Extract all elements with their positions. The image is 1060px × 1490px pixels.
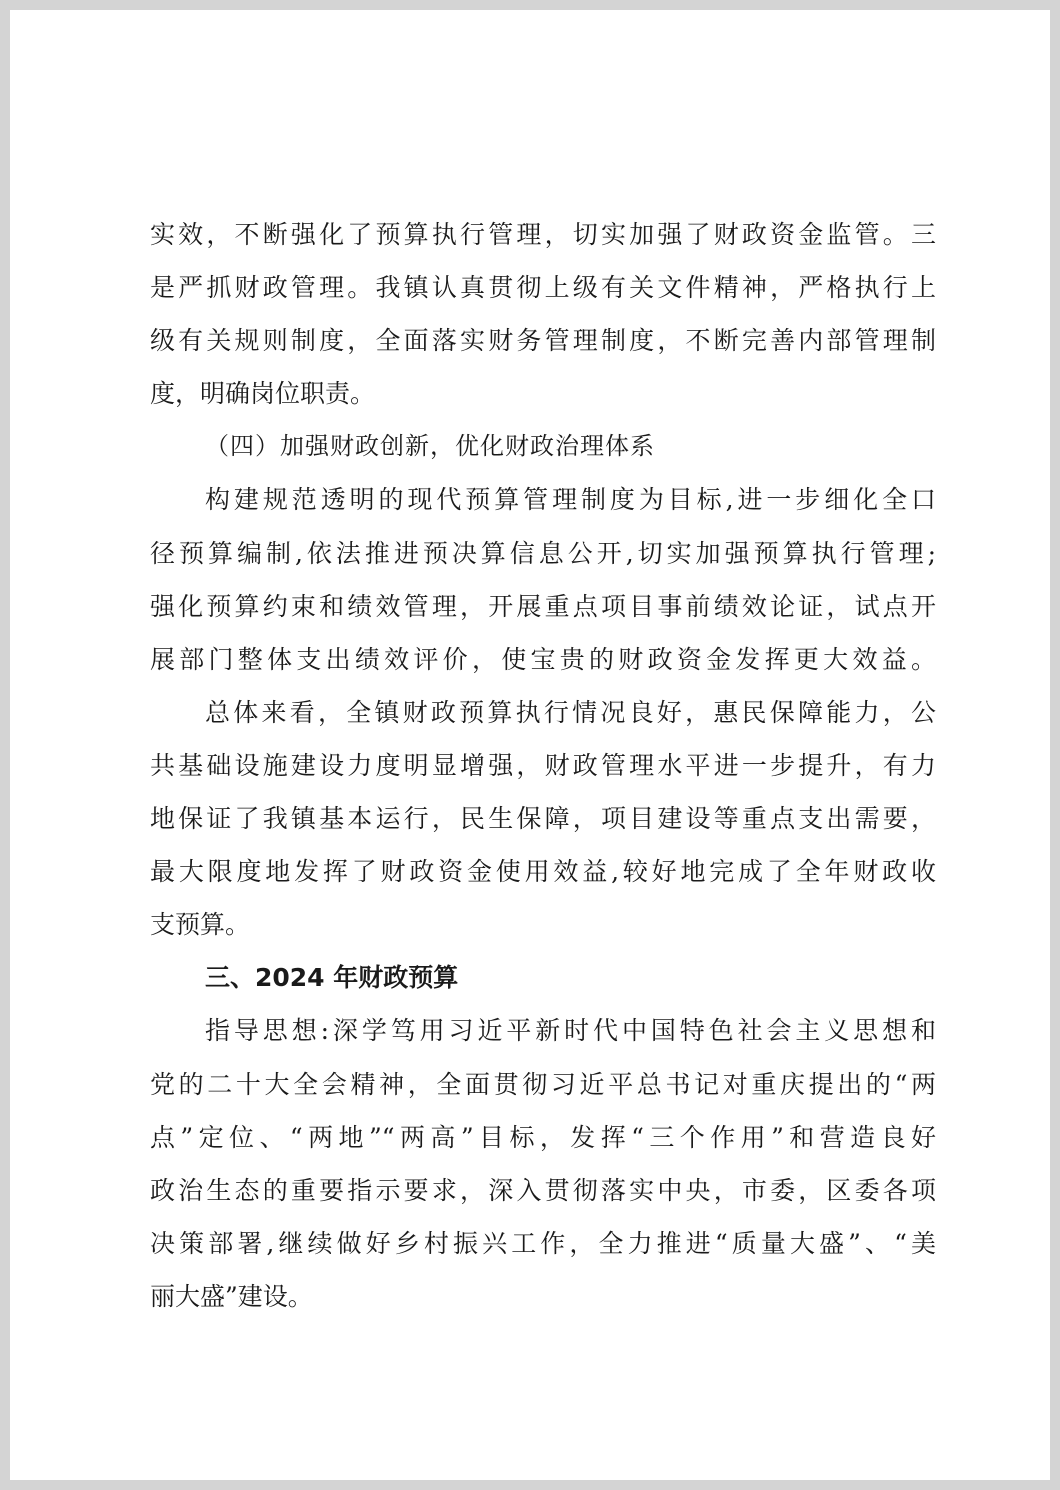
body-line: 共基础设施建设力度明显增强，财政管理水平进一步提升，有力	[150, 750, 936, 780]
body-line: 总体来看，全镇财政预算执行情况良好，惠民保障能力，公	[205, 697, 936, 727]
body-line: 强化预算约束和绩效管理，开展重点项目事前绩效论证，试点开	[150, 591, 936, 621]
body-line: 党的二十大全会精神，全面贯彻习近平总书记对重庆提出的“两	[150, 1069, 936, 1099]
body-line: 是严抓财政管理。我镇认真贯彻上级有关文件精神，严格执行上	[150, 273, 936, 303]
body-line: 级有关规则制度，全面落实财务管理制度，不断完善内部管理制	[150, 326, 936, 356]
body-line: 指导思想:深学笃用习近平新时代中国特色社会主义思想和	[205, 1016, 936, 1046]
document-page	[10, 10, 1050, 1480]
body-line: 径预算编制,依法推进预决算信息公开,切实加强预算执行管理;	[150, 538, 936, 568]
body-line: 决策部署,继续做好乡村振兴工作，全力推进“质量大盛”、“美	[150, 1228, 936, 1258]
section-heading: （四）加强财政创新，优化财政治理体系	[205, 432, 655, 461]
body-line: 地保证了我镇基本运行，民生保障，项目建设等重点支出需要，	[150, 804, 936, 834]
chapter-heading: 三、2024 年财政预算	[205, 963, 459, 993]
body-line: 展部门整体支出绩效评价，使宝贵的财政资金发挥更大效益。	[150, 644, 936, 674]
document-body	[150, 208, 936, 1323]
body-line: 支预算。	[150, 910, 251, 940]
body-line: 政治生态的重要指示要求，深入贯彻落实中央，市委，区委各项	[150, 1175, 936, 1205]
body-line: 实效，不断强化了预算执行管理，切实加强了财政资金监管。三	[150, 220, 936, 249]
body-line: 最大限度地发挥了财政资金使用效益,较好地完成了全年财政收	[150, 857, 936, 887]
body-line: 构建规范透明的现代预算管理制度为目标,进一步细化全口	[205, 485, 936, 515]
body-line: 丽大盛”建设。	[150, 1281, 313, 1311]
body-line: 点”定位、“两地”“两高”目标，发挥“三个作用”和营造良好	[150, 1122, 936, 1152]
body-line: 度，明确岗位职责。	[150, 379, 376, 409]
